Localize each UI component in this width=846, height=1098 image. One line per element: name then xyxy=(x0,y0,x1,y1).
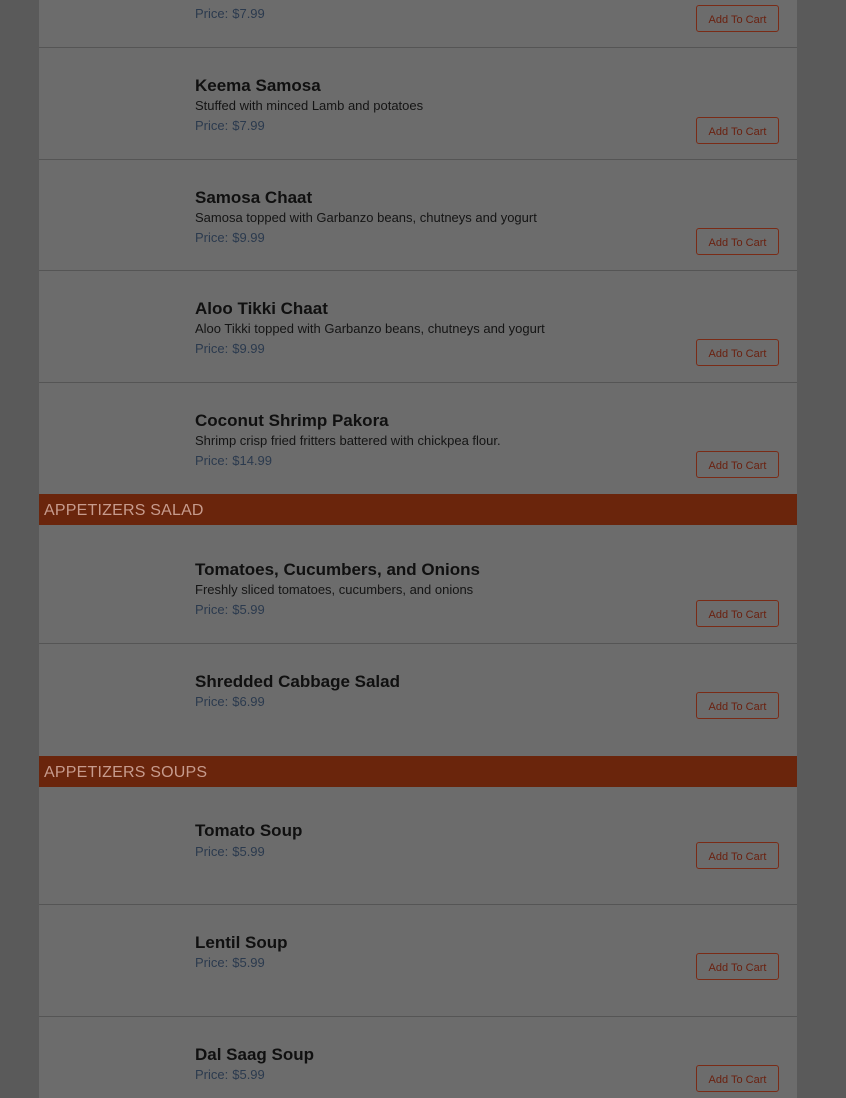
menu-item xyxy=(39,1017,797,1098)
item-title: Samosa Chaat xyxy=(195,188,313,207)
section-title: APPETIZERS SOUPS xyxy=(44,764,208,781)
add-to-cart-button[interactable]: Add To Cart xyxy=(696,117,779,144)
menu-item xyxy=(39,793,797,905)
item-title: Tomatoes, Cucumbers, and Onions xyxy=(195,560,480,579)
add-to-cart-button[interactable]: Add To Cart xyxy=(696,228,779,255)
menu-item xyxy=(39,271,797,383)
item-title: Lentil Soup xyxy=(195,933,288,952)
menu-item xyxy=(39,48,797,160)
item-title: Aloo Tikki Chaat xyxy=(195,299,328,318)
menu-item xyxy=(39,905,797,1017)
add-to-cart-button[interactable]: Add To Cart xyxy=(696,339,779,366)
menu-item xyxy=(39,160,797,271)
item-price: Price: $9.99 xyxy=(195,230,265,245)
item-price: Price: $5.99 xyxy=(195,844,265,859)
item-price: Price: $14.99 xyxy=(195,453,272,468)
add-to-cart-button[interactable]: Add To Cart xyxy=(696,842,779,869)
add-to-cart-button[interactable]: Add To Cart xyxy=(696,1065,779,1092)
section-header-appetizers-soups xyxy=(39,756,797,787)
item-price: Price: $5.99 xyxy=(195,955,265,970)
add-to-cart-button[interactable]: Add To Cart xyxy=(696,953,779,980)
add-to-cart-button[interactable]: Add To Cart xyxy=(696,600,779,627)
item-description: Freshly sliced tomatoes, cucumbers, and onions xyxy=(195,582,474,597)
item-description: Shrimp crisp fried fritters battered with chickpea flour. xyxy=(195,433,501,448)
item-description: Samosa topped with Garbanzo beans, chutneys and yogurt xyxy=(195,210,537,225)
item-title: Tomato Soup xyxy=(195,821,303,840)
add-to-cart-button[interactable]: Add To Cart xyxy=(696,692,779,719)
section-header-appetizers-salad xyxy=(39,494,797,525)
menu-item xyxy=(39,532,797,644)
item-price: Price: $9.99 xyxy=(195,341,265,356)
item-description: Aloo Tikki topped with Garbanzo beans, chutneys and yogurt xyxy=(195,321,545,336)
item-price: Price: $7.99 xyxy=(195,6,265,21)
menu-item xyxy=(39,383,797,493)
item-title: Shredded Cabbage Salad xyxy=(195,672,400,691)
item-title: Keema Samosa xyxy=(195,76,321,95)
item-title: Coconut Shrimp Pakora xyxy=(195,411,389,430)
menu-item xyxy=(39,0,797,48)
item-price: Price: $7.99 xyxy=(195,118,265,133)
item-price: Price: $6.99 xyxy=(195,694,265,709)
item-price: Price: $5.99 xyxy=(195,1067,265,1082)
menu-item xyxy=(39,644,797,755)
item-title: Dal Saag Soup xyxy=(195,1045,315,1064)
section-title: APPETIZERS SALAD xyxy=(44,502,204,519)
item-price: Price: $5.99 xyxy=(195,602,265,617)
add-to-cart-button[interactable]: Add To Cart xyxy=(696,451,779,478)
add-to-cart-button[interactable]: Add To Cart xyxy=(696,5,779,32)
item-description: Stuffed with minced Lamb and potatoes xyxy=(195,98,424,113)
